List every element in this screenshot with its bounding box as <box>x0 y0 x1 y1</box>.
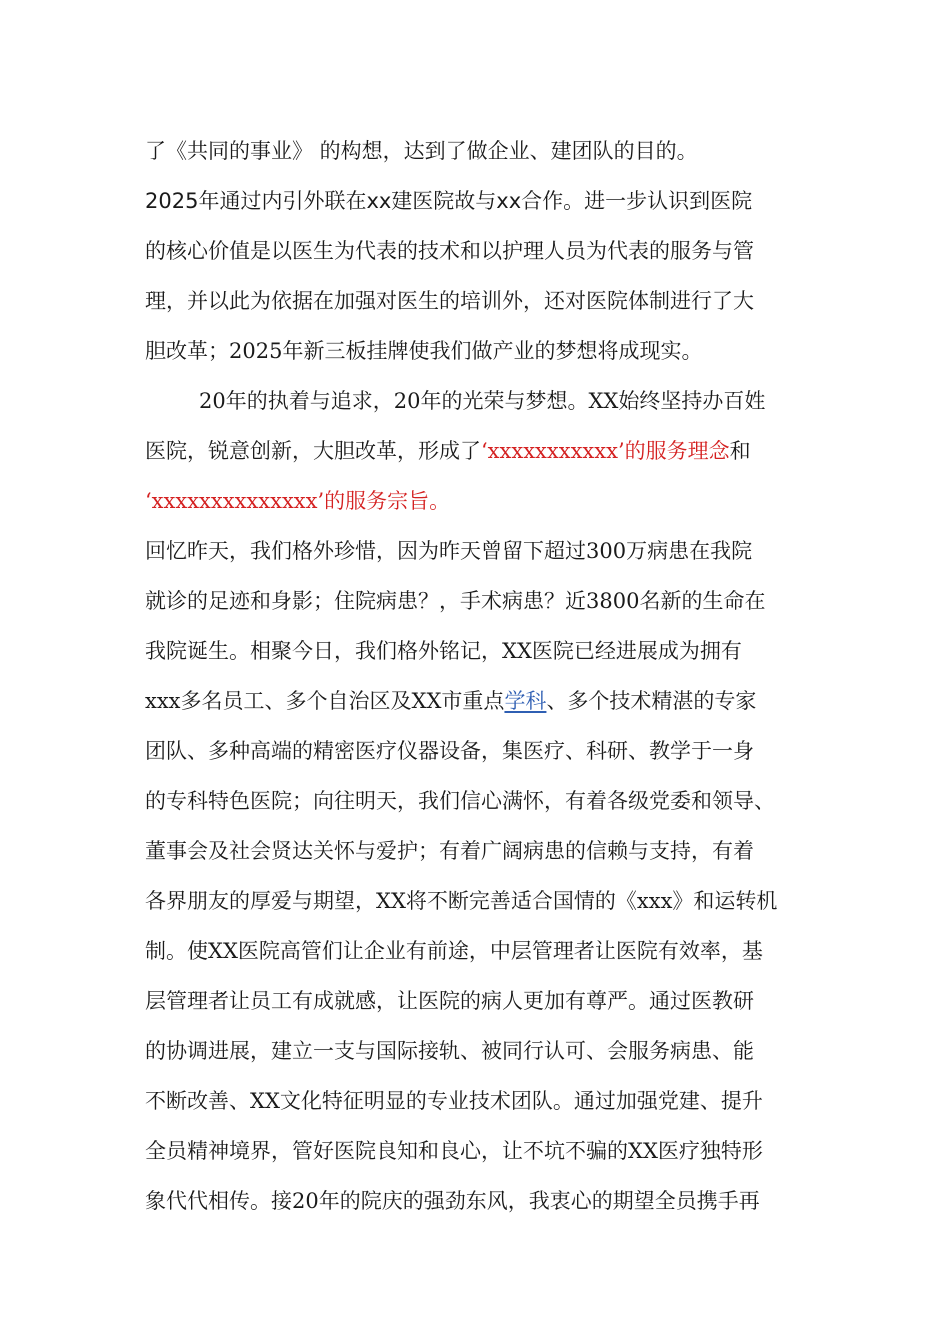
text-line-20: 不断改善、XX文化特征明显的专业技术团队。通过加强党建、提升 <box>145 1089 763 1113</box>
text-line-1: 了《共同的事业》 的构想，达到了做企业、建团队的目的。 <box>145 139 698 163</box>
text-line-8 <box>145 486 450 516</box>
text-line-13: 团队、多种高端的精密医疗仪器设备，集医疗、科研、教学于一身 <box>145 739 754 763</box>
service-purpose-highlight: ‘xxxxxxxxxxxxxx’的服务宗旨。 <box>145 489 451 513</box>
text-line-6: 20年的执着与追求，20年的光荣与梦想。XX始终坚持办百姓 <box>199 389 766 413</box>
service-concept-highlight: ‘xxxxxxxxxxx’的服务理念 <box>481 439 730 463</box>
text-line-14: 的专科特色医院；向往明天，我们信心满怀，有着各级党委和领导、 <box>145 789 775 813</box>
text-line-10: 就诊的足迹和身影；住院病患？，手术病患？近3800名新的生命在 <box>145 589 766 613</box>
text-line-3: 的核心价值是以医生为代表的技术和以护理人员为代表的服务与管 <box>145 239 754 263</box>
discipline-link[interactable]: 学科 <box>504 689 547 713</box>
text-line-19: 的协调进展，建立一支与国际接轨、被同行认可、会服务病患、能 <box>145 1039 754 1063</box>
text-line-22: 象代代相传。接20年的院庆的强劲东风，我衷心的期望全员携手再 <box>145 1189 760 1213</box>
text-line-7-part-3: 和 <box>729 439 751 463</box>
text-line-11: 我院诞生。相聚今日，我们格外铭记，XX医院已经进展成为拥有 <box>145 639 742 663</box>
text-line-21: 全员精神境界，管好医院良知和良心，让不坑不骗的XX医疗独特形 <box>145 1139 763 1163</box>
text-line-2: 2025年通过内引外联在xx建医院故与xx合作。进一步认识到医院 <box>145 189 753 213</box>
text-line-12 <box>145 686 756 716</box>
text-line-5: 胆改革；2025年新三板挂牌使我们做产业的梦想将成现实。 <box>145 339 703 363</box>
text-line-12-part-3: 、多个技术精湛的专家 <box>546 689 757 713</box>
text-line-12-part-1: xxx多名员工、多个自治区及XX市重点 <box>145 689 505 713</box>
text-line-15: 董事会及社会贤达关怀与爱护；有着广阔病患的信赖与支持，有着 <box>145 839 754 863</box>
text-line-9: 回忆昨天，我们格外珍惜，因为昨天曾留下超过300万病患在我院 <box>145 539 753 563</box>
text-line-18: 层管理者让员工有成就感，让医院的病人更加有尊严。通过医教研 <box>145 989 754 1013</box>
text-line-7 <box>145 436 751 466</box>
text-line-16: 各界朋友的厚爱与期望，XX将不断完善适合国情的《xxx》和运转机 <box>145 889 778 913</box>
text-line-17: 制。使XX医院高管们让企业有前途，中层管理者让医院有效率，基 <box>145 939 763 963</box>
text-line-4: 理，并以此为依据在加强对医生的培训外，还对医院体制进行了大 <box>145 289 754 313</box>
text-line-7-part-1: 医院，锐意创新，大胆改革，形成了 <box>145 439 481 463</box>
